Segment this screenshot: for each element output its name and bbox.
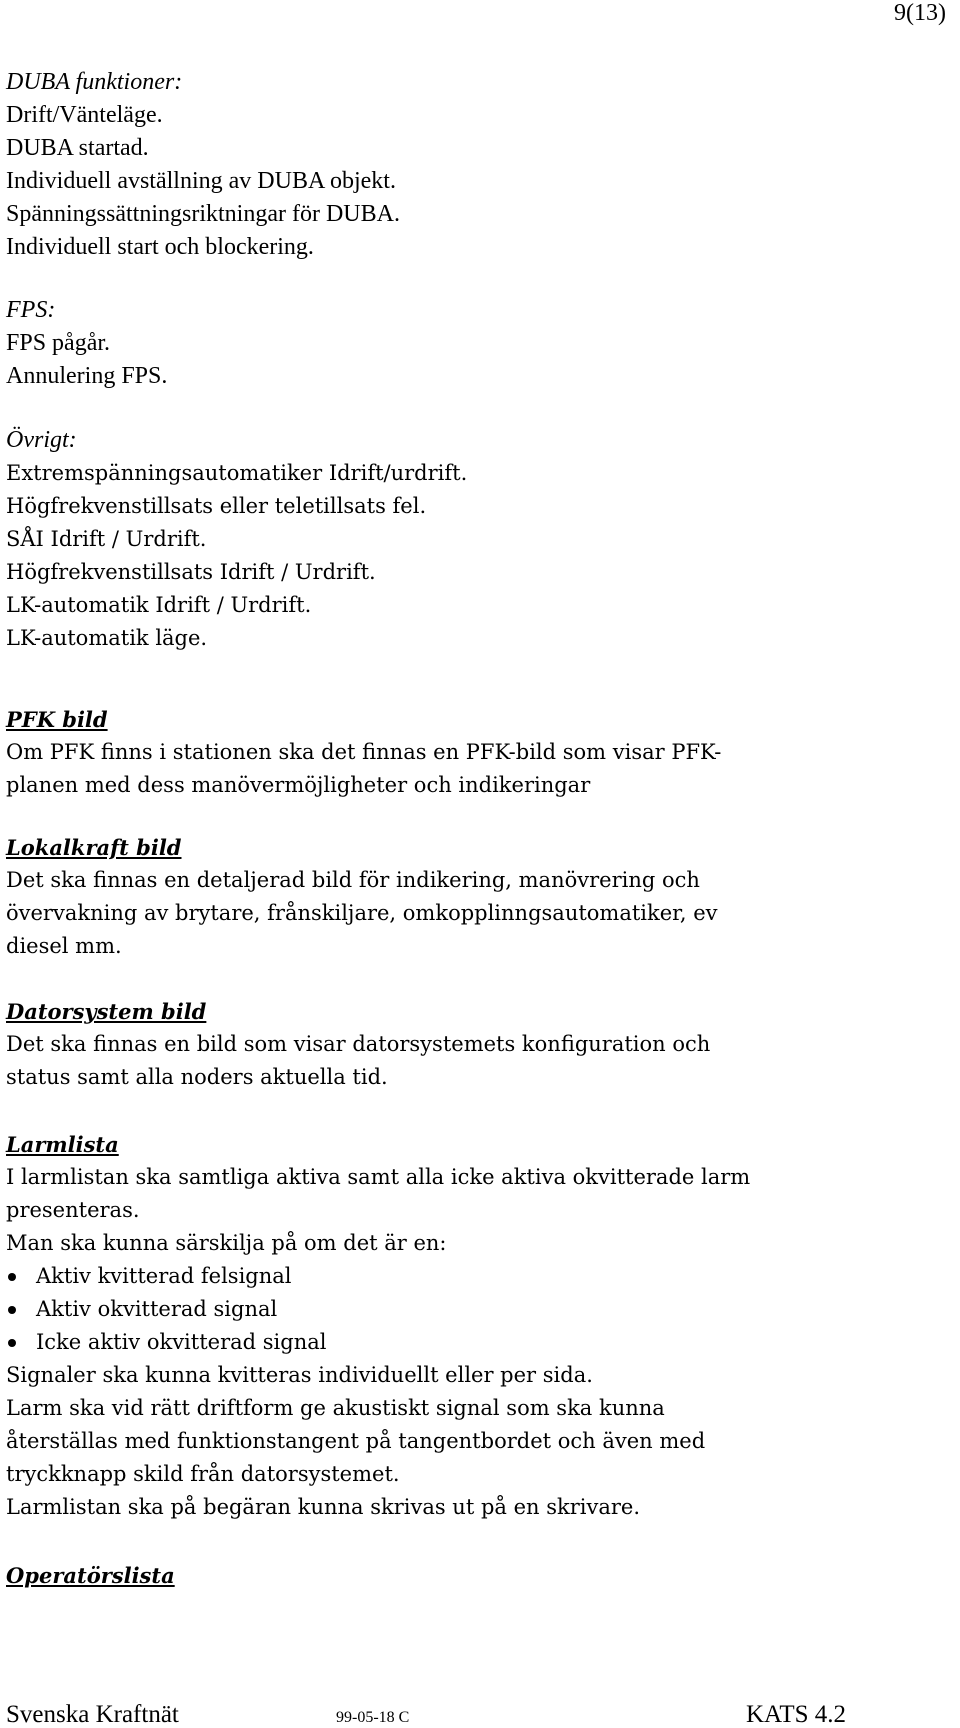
pfk-section (6, 703, 946, 802)
footer-doc-id: KATS 4.2 (746, 1701, 847, 1728)
page-footer (6, 1702, 956, 1728)
duba-section (6, 66, 946, 264)
lokalkraft-section (6, 831, 946, 963)
bullet-icon (8, 1273, 16, 1281)
fps-line: FPS pågår. (6, 330, 111, 356)
larmlista-line: återställas med funktionstangent på tangentbordet och även med (6, 1429, 706, 1453)
datorsystem-line: Det ska finnas en bild som visar datorsystemets konfiguration och (6, 1032, 711, 1056)
lokalkraft-line: Det ska finnas en detaljerad bild för indikering, manövrering och (6, 868, 700, 892)
lokalkraft-line: diesel mm. (6, 934, 122, 958)
fps-section (6, 294, 946, 393)
duba-line: Spänningssättningsriktningar för DUBA. (6, 201, 400, 227)
list-item-label: Aktiv kvitterad felsignal (36, 1264, 292, 1288)
pfk-line: planen med dess manövermöjligheter och indikeringar (6, 773, 591, 797)
ovrigt-title: Övrigt: (6, 427, 77, 453)
lokalkraft-line: övervakning av brytare, frånskiljare, omkopplinngsautomatiker, ev (6, 901, 718, 925)
duba-line: Drift/Vänteläge. (6, 102, 163, 128)
operatorslista-heading: Operatörslista (6, 1563, 175, 1588)
footer-company: Svenska Kraftnät (6, 1701, 179, 1728)
fps-line: Annulering FPS. (6, 363, 168, 389)
ovrigt-line: Högfrekvenstillsats eller teletillsats fel. (6, 494, 427, 518)
larmlista-line: I larmlistan ska samtliga aktiva samt alla icke aktiva okvitterade larm (6, 1165, 751, 1189)
larmlista-line: tryckknapp skild från datorsystemet. (6, 1462, 400, 1486)
lokalkraft-heading: Lokalkraft bild (6, 835, 182, 860)
duba-line: DUBA startad. (6, 135, 149, 161)
ovrigt-line: Högfrekvenstillsats Idrift / Urdrift. (6, 560, 376, 584)
bullet-icon (8, 1339, 16, 1347)
list-item (6, 1260, 946, 1293)
fps-title: FPS: (6, 297, 56, 323)
footer-date: 99-05-18 C (336, 1709, 410, 1726)
duba-line: Individuell avställning av DUBA objekt. (6, 168, 396, 194)
list-item-label: Icke aktiv okvitterad signal (36, 1330, 327, 1354)
ovrigt-line: Extremspänningsautomatiker Idrift/urdrift. (6, 461, 468, 485)
larmlista-line: Larm ska vid rätt driftform ge akustiskt signal som ska kunna (6, 1396, 665, 1420)
pfk-heading: PFK bild (6, 707, 108, 732)
duba-line: Individuell start och blockering. (6, 234, 314, 260)
larmlista-line: Larmlistan ska på begäran kunna skrivas ut på en skrivare. (6, 1495, 640, 1519)
ovrigt-line: LK-automatik Idrift / Urdrift. (6, 593, 312, 617)
ovrigt-line: SÅI Idrift / Urdrift. (6, 527, 207, 551)
datorsystem-line: status samt alla noders aktuella tid. (6, 1065, 388, 1089)
page-number: 9(13) (894, 0, 946, 26)
bullet-icon (8, 1306, 16, 1314)
datorsystem-section (6, 995, 946, 1094)
larmlista-line: Signaler ska kunna kvitteras individuellt eller per sida. (6, 1363, 593, 1387)
ovrigt-section (6, 424, 946, 655)
list-item (6, 1326, 946, 1359)
larmlista-heading: Larmlista (6, 1132, 119, 1157)
larmlista-line: Man ska kunna särskilja på om det är en: (6, 1231, 447, 1255)
ovrigt-line: LK-automatik läge. (6, 626, 208, 650)
duba-title: DUBA funktioner: (6, 69, 183, 95)
larmlista-line: presenteras. (6, 1198, 140, 1222)
list-item-label: Aktiv okvitterad signal (36, 1297, 278, 1321)
list-item (6, 1293, 946, 1326)
operatorslista-section (6, 1559, 946, 1592)
datorsystem-heading: Datorsystem bild (6, 999, 207, 1024)
pfk-line: Om PFK finns i stationen ska det finnas en PFK-bild som visar PFK- (6, 740, 722, 764)
larmlista-section (6, 1128, 946, 1524)
